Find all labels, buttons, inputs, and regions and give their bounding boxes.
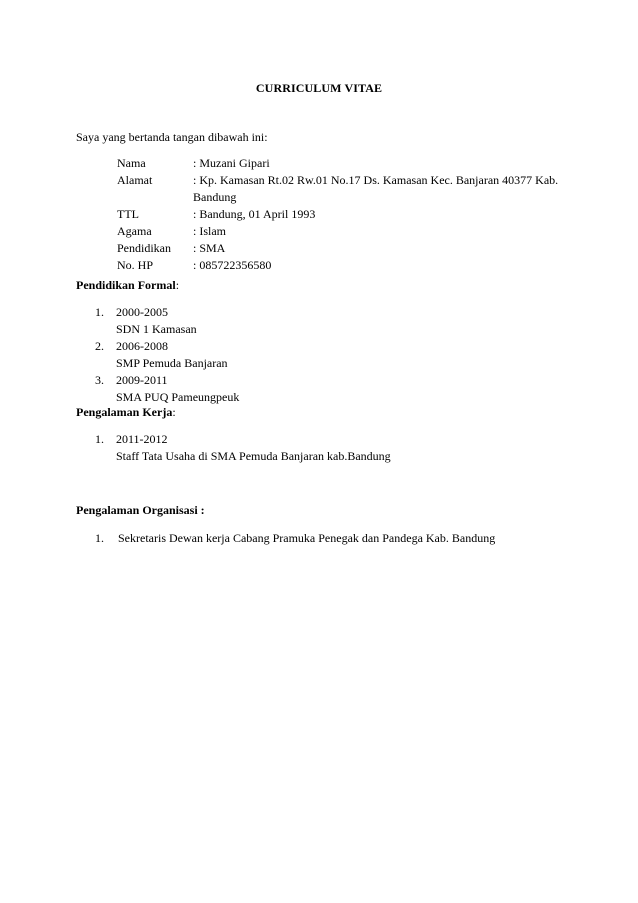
bio-label: Nama <box>117 156 146 170</box>
bio-label: Alamat <box>117 173 153 187</box>
education-years: 2006-2008 <box>116 339 168 353</box>
organization-list <box>95 530 595 547</box>
bio-row-alamat <box>117 172 577 206</box>
bio-row-agama <box>117 223 577 240</box>
list-number: 1. <box>95 432 104 446</box>
intro-text: Saya yang bertanda tangan dibawah ini: <box>76 130 268 144</box>
bio-label: Agama <box>117 224 152 238</box>
bio-value: : Bandung, 01 April 1993 <box>193 207 316 221</box>
document-title: CURRICULUM VITAE <box>255 81 383 95</box>
bio-value: : Islam <box>193 224 226 238</box>
education-years: 2009-2011 <box>116 373 168 387</box>
list-item <box>95 304 555 338</box>
list-item <box>95 431 555 465</box>
work-list <box>95 431 555 465</box>
work-heading <box>76 405 176 420</box>
personal-details <box>117 155 577 274</box>
bio-value: : 085722356580 <box>193 258 272 272</box>
list-item <box>95 372 555 406</box>
education-heading <box>76 278 179 293</box>
education-heading-text: Pendidikan Formal <box>76 278 176 292</box>
bio-row-ttl <box>117 206 577 223</box>
education-school: SDN 1 Kamasan <box>116 322 197 336</box>
bio-label: TTL <box>117 207 139 221</box>
bio-row-pendidikan <box>117 240 577 257</box>
bio-value: : Kp. Kamasan Rt.02 Rw.01 No.17 Ds. Kamasan Kec. Banjaran 40377 Kab. Bandung <box>193 173 559 204</box>
bio-row-nama <box>117 155 577 172</box>
organization-heading: Pengalaman Organisasi : <box>76 503 205 517</box>
list-item <box>95 530 595 547</box>
education-list <box>95 304 555 406</box>
bio-value: : SMA <box>193 241 226 255</box>
work-heading-text: Pengalaman Kerja <box>76 405 173 419</box>
bio-value: : Muzani Gipari <box>193 156 270 170</box>
list-number: 1. <box>95 305 104 319</box>
work-heading-colon: : <box>172 405 176 419</box>
list-number: 2. <box>95 339 104 353</box>
bio-label: No. HP <box>117 258 154 272</box>
bio-row-no-hp <box>117 257 577 274</box>
organization-text: Sekretaris Dewan kerja Cabang Pramuka Penegak dan Pandega Kab. Bandung <box>118 531 496 545</box>
education-school: SMA PUQ Pameungpeuk <box>116 390 240 404</box>
work-role: Staff Tata Usaha di SMA Pemuda Banjaran kab.Bandung <box>116 449 391 463</box>
education-heading-colon: : <box>175 278 180 292</box>
bio-label: Pendidikan <box>117 241 171 255</box>
work-years: 2011-2012 <box>116 432 168 446</box>
education-years: 2000-2005 <box>116 305 168 319</box>
list-number: 1. <box>95 531 104 545</box>
list-number: 3. <box>95 373 104 387</box>
list-item <box>95 338 555 372</box>
education-school: SMP Pemuda Banjaran <box>116 356 228 370</box>
